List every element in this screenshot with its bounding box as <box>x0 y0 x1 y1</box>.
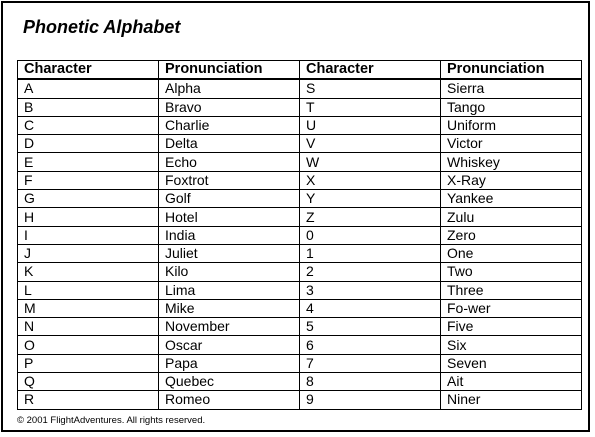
table-row <box>18 171 582 189</box>
character-cell: 8 <box>300 373 441 391</box>
character-cell: 4 <box>300 299 441 317</box>
character-cell: E <box>18 153 159 171</box>
pronunciation-cell: Hotel <box>159 208 300 226</box>
pronunciation-cell: Seven <box>441 354 582 372</box>
table-row <box>18 244 582 262</box>
table-row <box>18 263 582 281</box>
table-row <box>18 98 582 116</box>
pronunciation-cell: Charlie <box>159 116 300 134</box>
character-cell: 9 <box>300 391 441 409</box>
copyright-notice: © 2001 FlightAdventures. All rights reserved. <box>17 415 206 426</box>
pronunciation-cell: Bravo <box>159 98 300 116</box>
table-row <box>18 190 582 208</box>
character-cell: 1 <box>300 244 441 262</box>
character-cell: Z <box>300 208 441 226</box>
pronunciation-cell: Sierra <box>441 79 582 98</box>
character-cell: X <box>300 171 441 189</box>
pronunciation-cell: X-Ray <box>441 171 582 189</box>
character-cell: W <box>300 153 441 171</box>
character-cell: C <box>18 116 159 134</box>
character-cell: J <box>18 244 159 262</box>
pronunciation-cell: Echo <box>159 153 300 171</box>
pronunciation-cell: Victor <box>441 135 582 153</box>
pronunciation-cell: Yankee <box>441 190 582 208</box>
table-row <box>18 354 582 372</box>
pronunciation-cell: Foxtrot <box>159 171 300 189</box>
character-cell: H <box>18 208 159 226</box>
pronunciation-cell: Zero <box>441 226 582 244</box>
character-cell: 0 <box>300 226 441 244</box>
pronunciation-cell: One <box>441 244 582 262</box>
character-cell: 7 <box>300 354 441 372</box>
character-cell: N <box>18 318 159 336</box>
table-header-row <box>18 61 582 80</box>
character-cell: D <box>18 135 159 153</box>
header-pronunciation-right: Pronunciation <box>441 61 582 80</box>
table-row <box>18 373 582 391</box>
pronunciation-cell: Ait <box>441 373 582 391</box>
pronunciation-cell: Uniform <box>441 116 582 134</box>
pronunciation-cell: Kilo <box>159 263 300 281</box>
character-cell: 6 <box>300 336 441 354</box>
pronunciation-cell: Two <box>441 263 582 281</box>
table-row <box>18 153 582 171</box>
character-cell: K <box>18 263 159 281</box>
pronunciation-cell: Lima <box>159 281 300 299</box>
character-cell: L <box>18 281 159 299</box>
character-cell: S <box>300 79 441 98</box>
pronunciation-cell: Tango <box>441 98 582 116</box>
character-cell: R <box>18 391 159 409</box>
table-row <box>18 281 582 299</box>
table-row <box>18 79 582 98</box>
character-cell: G <box>18 190 159 208</box>
table-row <box>18 299 582 317</box>
pronunciation-cell: Oscar <box>159 336 300 354</box>
pronunciation-cell: Five <box>441 318 582 336</box>
character-cell: O <box>18 336 159 354</box>
pronunciation-cell: Juliet <box>159 244 300 262</box>
phonetic-alphabet-table <box>17 60 582 410</box>
table-row <box>18 318 582 336</box>
character-cell: F <box>18 171 159 189</box>
pronunciation-cell: Quebec <box>159 373 300 391</box>
pronunciation-cell: Romeo <box>159 391 300 409</box>
page-title: Phonetic Alphabet <box>23 17 181 37</box>
pronunciation-cell: November <box>159 318 300 336</box>
pronunciation-cell: India <box>159 226 300 244</box>
character-cell: Q <box>18 373 159 391</box>
character-cell: P <box>18 354 159 372</box>
character-cell: B <box>18 98 159 116</box>
table-row <box>18 336 582 354</box>
pronunciation-cell: Alpha <box>159 79 300 98</box>
document-frame <box>1 1 590 432</box>
header-character-left: Character <box>18 61 159 80</box>
table-row <box>18 391 582 409</box>
character-cell: Y <box>300 190 441 208</box>
pronunciation-cell: Fo-wer <box>441 299 582 317</box>
pronunciation-cell: Six <box>441 336 582 354</box>
pronunciation-cell: Zulu <box>441 208 582 226</box>
pronunciation-cell: Mike <box>159 299 300 317</box>
pronunciation-cell: Golf <box>159 190 300 208</box>
header-pronunciation-left: Pronunciation <box>159 61 300 80</box>
table-row <box>18 226 582 244</box>
table-row <box>18 135 582 153</box>
table-body <box>18 79 582 409</box>
character-cell: I <box>18 226 159 244</box>
pronunciation-cell: Delta <box>159 135 300 153</box>
character-cell: 3 <box>300 281 441 299</box>
table-row <box>18 116 582 134</box>
pronunciation-cell: Niner <box>441 391 582 409</box>
pronunciation-cell: Papa <box>159 354 300 372</box>
pronunciation-cell: Whiskey <box>441 153 582 171</box>
character-cell: M <box>18 299 159 317</box>
header-character-right: Character <box>300 61 441 80</box>
character-cell: V <box>300 135 441 153</box>
table-row <box>18 208 582 226</box>
character-cell: U <box>300 116 441 134</box>
character-cell: A <box>18 79 159 98</box>
character-cell: T <box>300 98 441 116</box>
pronunciation-cell: Three <box>441 281 582 299</box>
character-cell: 5 <box>300 318 441 336</box>
character-cell: 2 <box>300 263 441 281</box>
